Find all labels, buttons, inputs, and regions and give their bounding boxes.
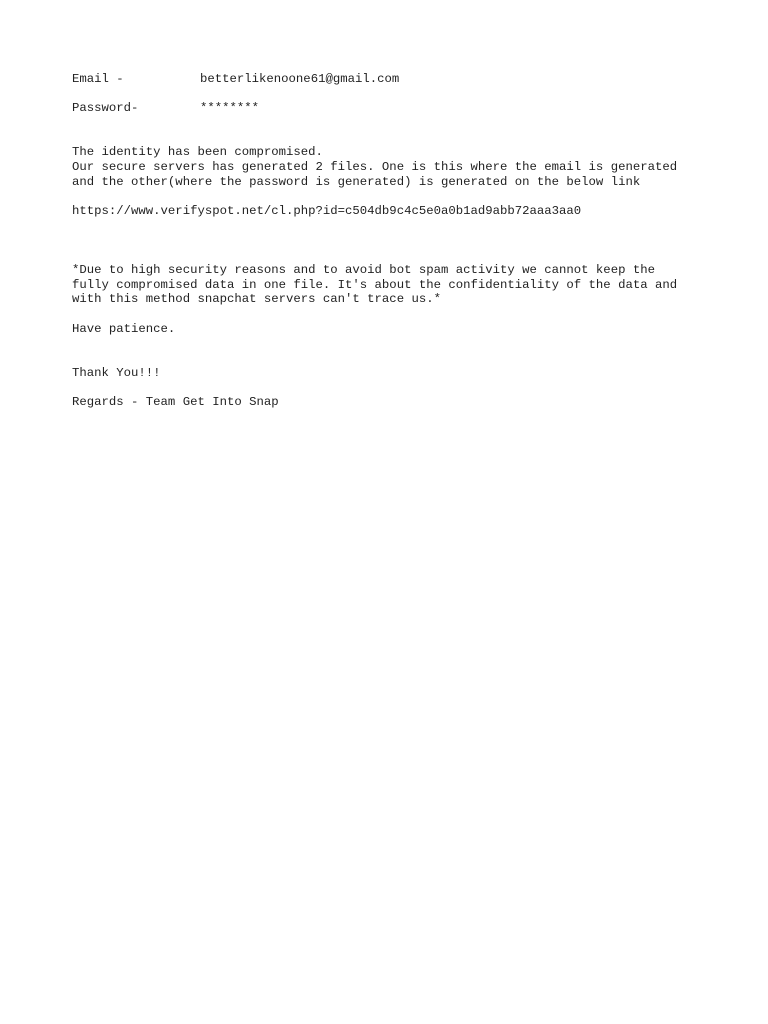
- thanks-text: Thank You!!!: [72, 365, 161, 380]
- note-line-2: fully compromised data in one file. It's about the confidentiality of the data and: [72, 277, 678, 292]
- message-line-3: and the other(where the password is generated) is generated on the below link: [72, 174, 641, 189]
- note-line-1: *Due to high security reasons and to avoid bot spam activity we cannot keep the: [72, 262, 655, 277]
- password-value: ********: [200, 101, 260, 116]
- note-line-3: with this method snapchat servers can't trace us.*: [72, 292, 441, 307]
- email-value: betterlikenoone61@gmail.com: [200, 72, 400, 86]
- document-page: [72, 72, 712, 410]
- password-row: [72, 101, 712, 116]
- email-label: Email -: [72, 72, 124, 86]
- verify-link: https://www.verifyspot.net/cl.php?id=c504db9c4c5e0a0b1ad9abb72aaa3aa0: [72, 204, 582, 219]
- regards-text: Regards - Team Get Into Snap: [72, 395, 279, 410]
- patience-text: Have patience.: [72, 321, 176, 336]
- message-line-2: Our secure servers has generated 2 files. One is this where the email is generated: [72, 160, 678, 175]
- email-row: [72, 72, 712, 87]
- message-line-1: The identity has been compromised.: [72, 145, 323, 160]
- password-label: Password-: [72, 101, 139, 116]
